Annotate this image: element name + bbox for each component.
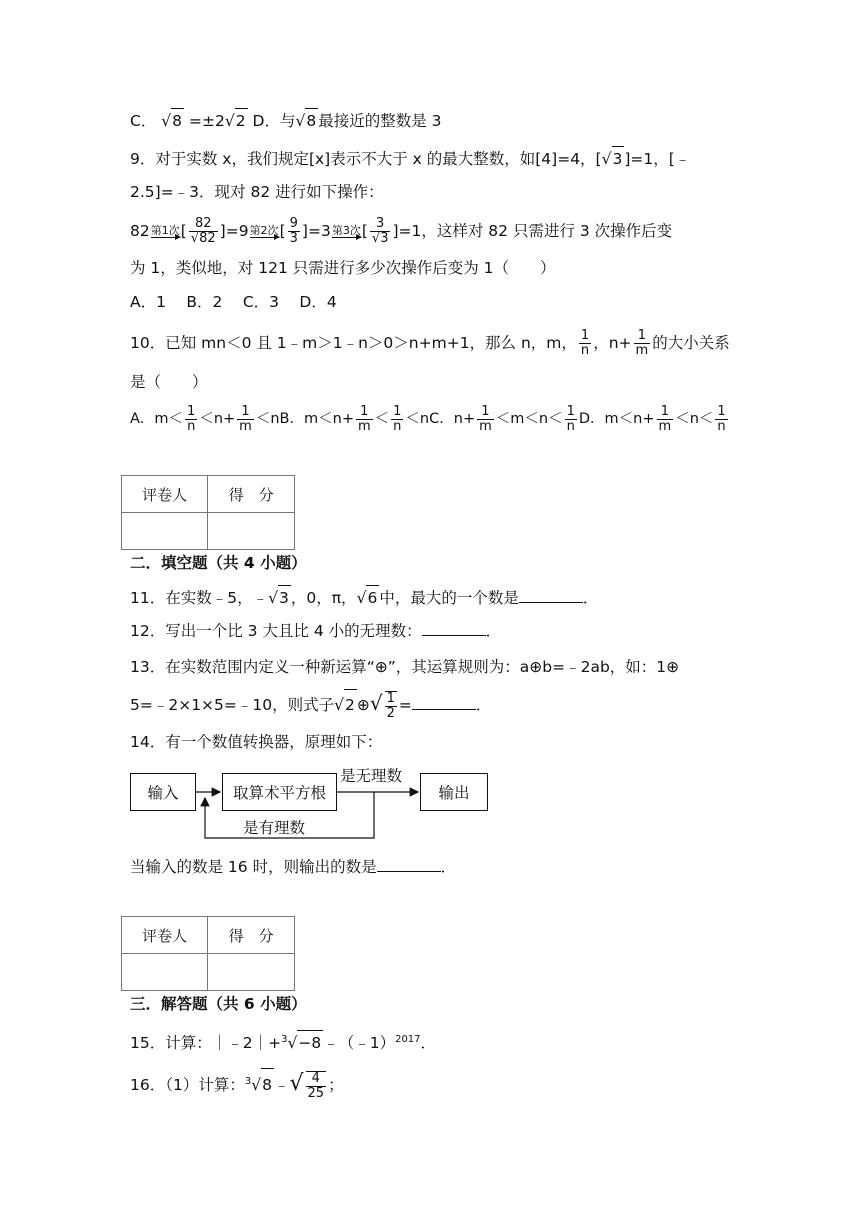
flowchart-label-rational: 是有理数 [243, 819, 306, 837]
step-arrow-2: 第2次 [249, 224, 279, 237]
score-cell[interactable] [208, 954, 295, 991]
q9-operation-line: 82 第1次 [ $\frac{82}{√82}$ ]=9 第2次 [ $\frac{9}{3}$ ]=3 第3次 [ $\frac{3}{√3}$ ]=1，这样对 82 只需进行 3 次操作后变 [130, 216, 673, 246]
q8-options-cd: C． √8 =±2√2 D．与√8 最接近的整数是 3 [130, 108, 442, 133]
sqrt-8-d: √8 [295, 108, 318, 133]
flowchart-label-irrational: 是无理数 [340, 767, 403, 785]
q9-line1: 9．对于实数 x，我们规定[x]表示不大于 x 的最大整数，如[4]=4，[√3 ]=1，[﹣ [130, 146, 690, 171]
sqrt-8: √8 [161, 108, 184, 133]
q11: 11．在实数﹣5，﹣√3 ，0，π，√6 中，最大的一个数是 ． [130, 585, 598, 610]
q16: 16．（1）计算：$^3$√8 ﹣√ $\frac{4}{25}$ ； [130, 1066, 344, 1101]
grader-cell[interactable] [122, 954, 208, 991]
score-label: 得 分 [208, 476, 295, 513]
q9-options: A．1 B．2 C．3 D．4 [130, 293, 337, 311]
q10-option-c: C．n+ $\frac{1}{m}$ ＜m＜n＜ $\frac{1}{n}$ [429, 403, 575, 434]
q10-line2: 是（ ） [130, 373, 208, 391]
q10-line1: 10．已知 mn＜0 且 1﹣m＞1﹣n＞0＞n+m+1，那么 n，m， $\frac{1}{n}$ ，n+ $\frac{1}{m}$ 的大小关系 [130, 328, 730, 358]
flowchart-process-box: 取算术平方根 [222, 773, 337, 811]
flowchart-input-box: 输入 [130, 773, 196, 811]
frac-82-over-sqrt82: $\frac{82}{√82}$ [190, 216, 216, 246]
q9-line2: 2.5]=﹣3．现对 82 进行如下操作： [130, 183, 384, 201]
sqrt-2: √2 [225, 108, 248, 133]
q9-line4: 为 1，类似地，对 121 只需进行多少次操作后变为 1（ ） [130, 259, 556, 277]
score-table-2 [121, 916, 295, 991]
section3-title: 三．解答题（共 6 小题） [130, 995, 307, 1013]
frac-1-over-m: $\frac{1}{m}$ [635, 328, 649, 358]
q15: 15．计算：｜﹣2｜+$^3$√−8 ﹣（﹣1）$^{2017}$． [130, 1028, 436, 1055]
q10-option-d: D．m＜n+ $\frac{1}{m}$ ＜n＜ $\frac{1}{n}$ [578, 403, 726, 434]
frac-9-over-sqrt9: $\frac{9}{3}$ [289, 216, 298, 246]
sqrt-3: √3 [602, 146, 625, 171]
step-arrow-3: 第3次 [331, 224, 361, 237]
flowchart-output-box: 输出 [420, 773, 488, 811]
q14: 14．有一个数值转换器，原理如下： [130, 733, 383, 751]
q13-line1: 13．在实数范围内定义一种新运算“⊕”，其运算规则为：a⊕b=﹣2ab，如：1⊕ [130, 658, 680, 676]
q10-option-a: A．m＜ $\frac{1}{n}$ ＜n+ $\frac{1}{m}$ ＜n [130, 403, 280, 434]
q12: 12．写出一个比 3 大且比 4 小的无理数： ． [130, 619, 501, 643]
q13-line2: 5=﹣2×1×5=﹣10，则式子√2 ⊕√ $\frac{1}{2}$ = ． [130, 690, 492, 721]
score-label: 得 分 [208, 917, 295, 954]
step-arrow-1: 第1次 [150, 224, 180, 237]
grader-label: 评卷人 [122, 476, 208, 513]
frac-3-over-sqrt3: $\frac{3}{√3}$ [371, 216, 389, 246]
answer-blank-14[interactable] [377, 855, 441, 872]
section2-title: 二．填空题（共 4 小题） [130, 554, 307, 572]
q10-option-b: B．m＜n+ $\frac{1}{m}$ ＜ $\frac{1}{n}$ ＜n [279, 403, 430, 434]
grader-label: 评卷人 [122, 917, 208, 954]
q14-line2: 当输入的数是 16 时，则输出的数是 ． [130, 855, 456, 879]
frac-1-over-n: $\frac{1}{n}$ [580, 328, 590, 358]
